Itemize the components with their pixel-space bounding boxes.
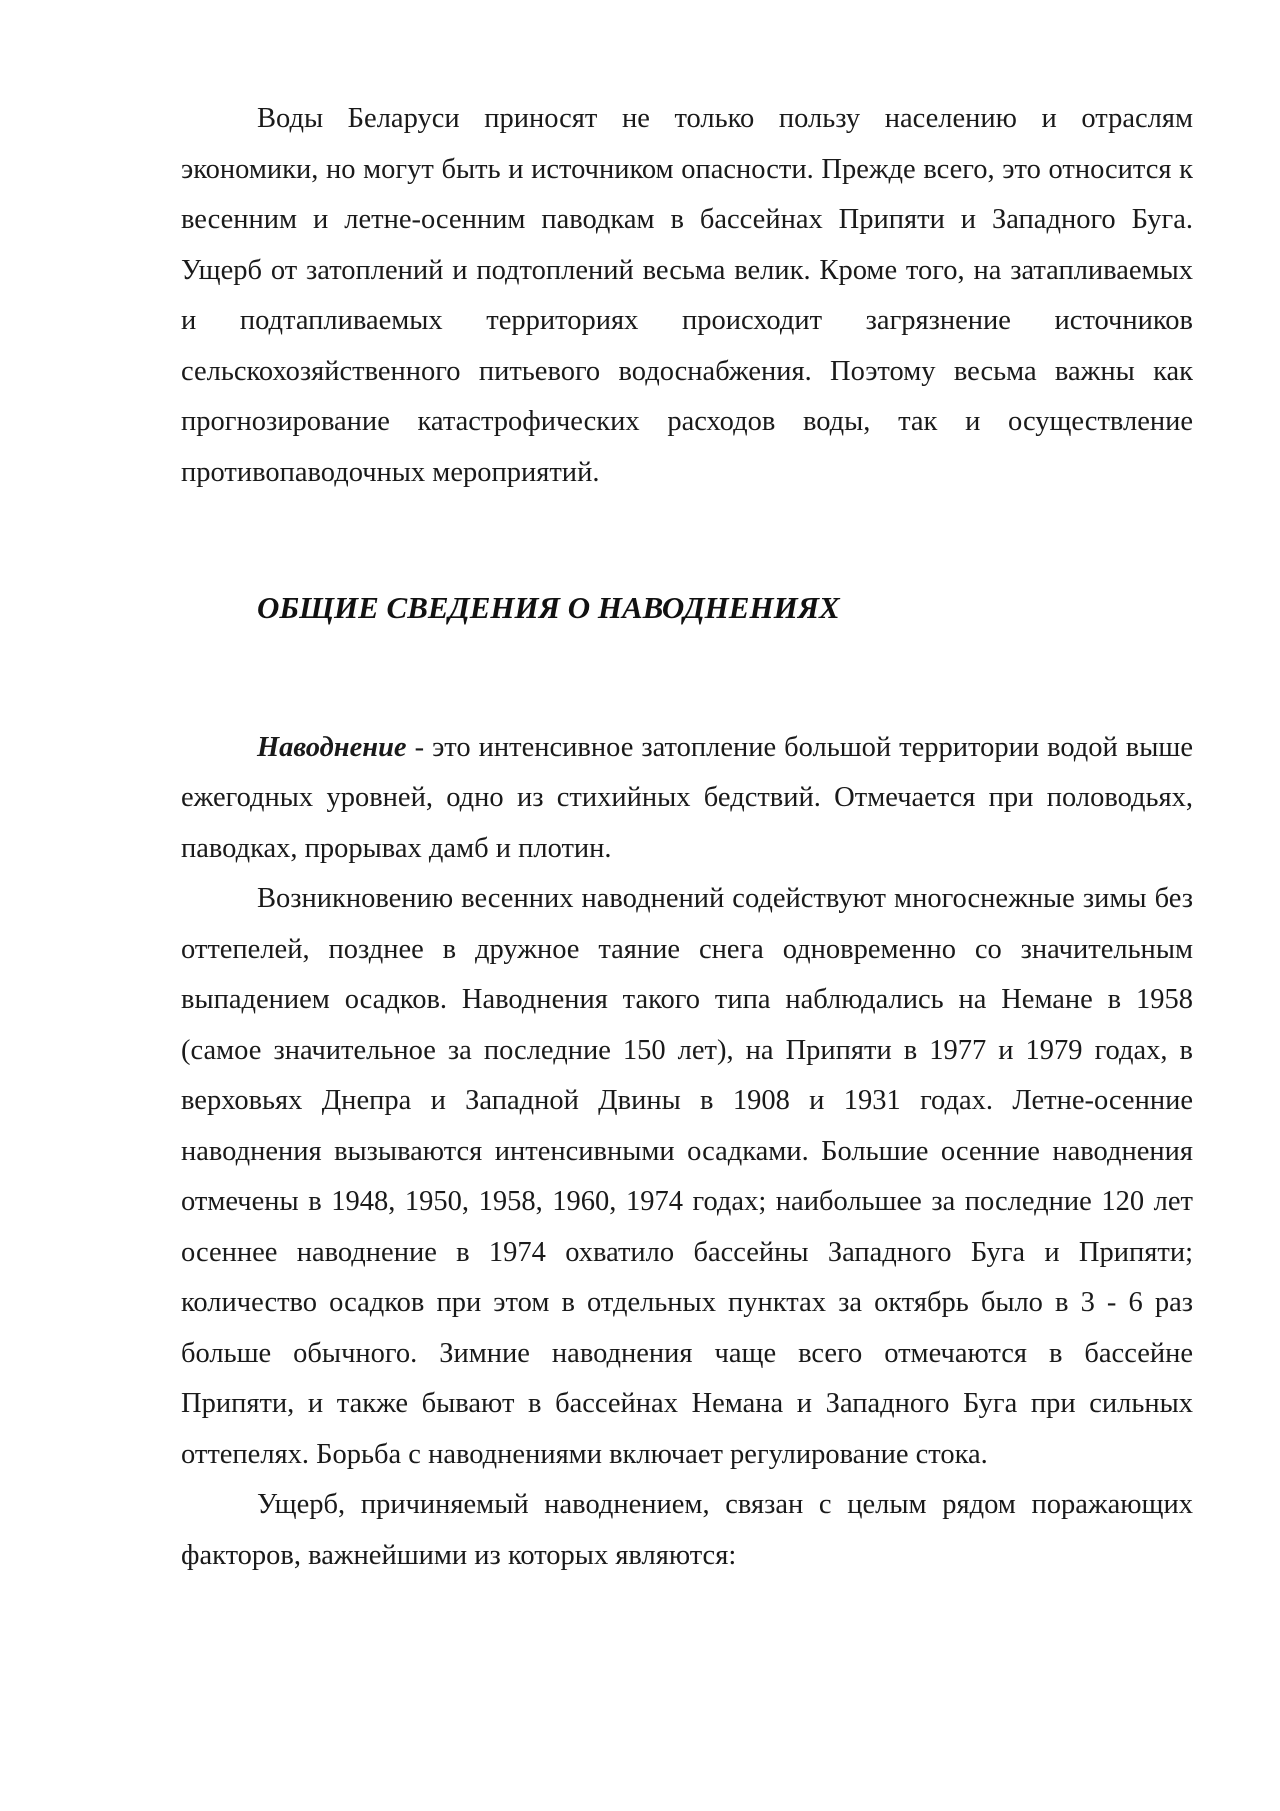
definition-term: Наводнение	[257, 731, 407, 763]
definition-text: - это интенсивное затопление большой территории водой выше ежегодных уровней, одно из стихийных бедствий. Отмечается при половодьях, паводках, прорывах дамб и плотин.	[181, 731, 1193, 864]
causes-paragraph: Возникновению весенних наводнений содействуют многоснежные зимы без оттепелей, позднее в дружное таяние снега одновременно со значительным выпадением осадков. Наводнения такого типа наблюдались на Немане в 1958 (самое значительное за последние 150 лет), на Припяти в 1977 и 1979 годах, в верховьях Днепра и Западной Двины в 1908 и 1931 годах. Летне-осенние наводнения вызываются интенсивными осадками. Большие осенние наводнения отмечены в 1948, 1950, 1958, 1960, 1974 годах; наибольшее за последние 120 лет осеннее наводнение в 1974 охватило бассейны Западного Буга и Припяти; количество осадков при этом в отдельных пунктах за октябрь было в 3 - 6 раз больше обычного. Зимние наводнения чаще всего отмечаются в бассейне Припяти, и также бывают в бассейнах Немана и Западного Буга при сильных оттепелях. Борьба с наводнениями включает регулирование стока.	[181, 883, 1193, 1470]
spacer	[181, 634, 1193, 723]
document-page	[181, 94, 1193, 1581]
damage-paragraph: Ущерб, причиняемый наводнением, связан с целым рядом поражающих факторов, важнейшими из которых являются:	[181, 1489, 1193, 1571]
spacer	[181, 498, 1193, 583]
intro-paragraph: Воды Беларуси приносят не только пользу населению и отраслям экономики, но могут быть и источником опасности. Прежде всего, это относится к весенним и летне-осенним паводкам в бассейнах Припяти и Западного Буга. Ущерб от затоплений и подтоплений весьма велик. Кроме того, на затапливаемых и подтапливаемых территориях происходит загрязнение источников сельскохозяйственного питьевого водоснабжения. Поэтому весьма важны как прогнозирование катастрофических расходов воды, так и осуществление противопаводочных мероприятий.	[181, 103, 1193, 488]
section-heading: ОБЩИЕ СВЕДЕНИЯ О НАВОДНЕНИЯХ	[257, 590, 840, 625]
definition-paragraph	[181, 723, 1193, 875]
